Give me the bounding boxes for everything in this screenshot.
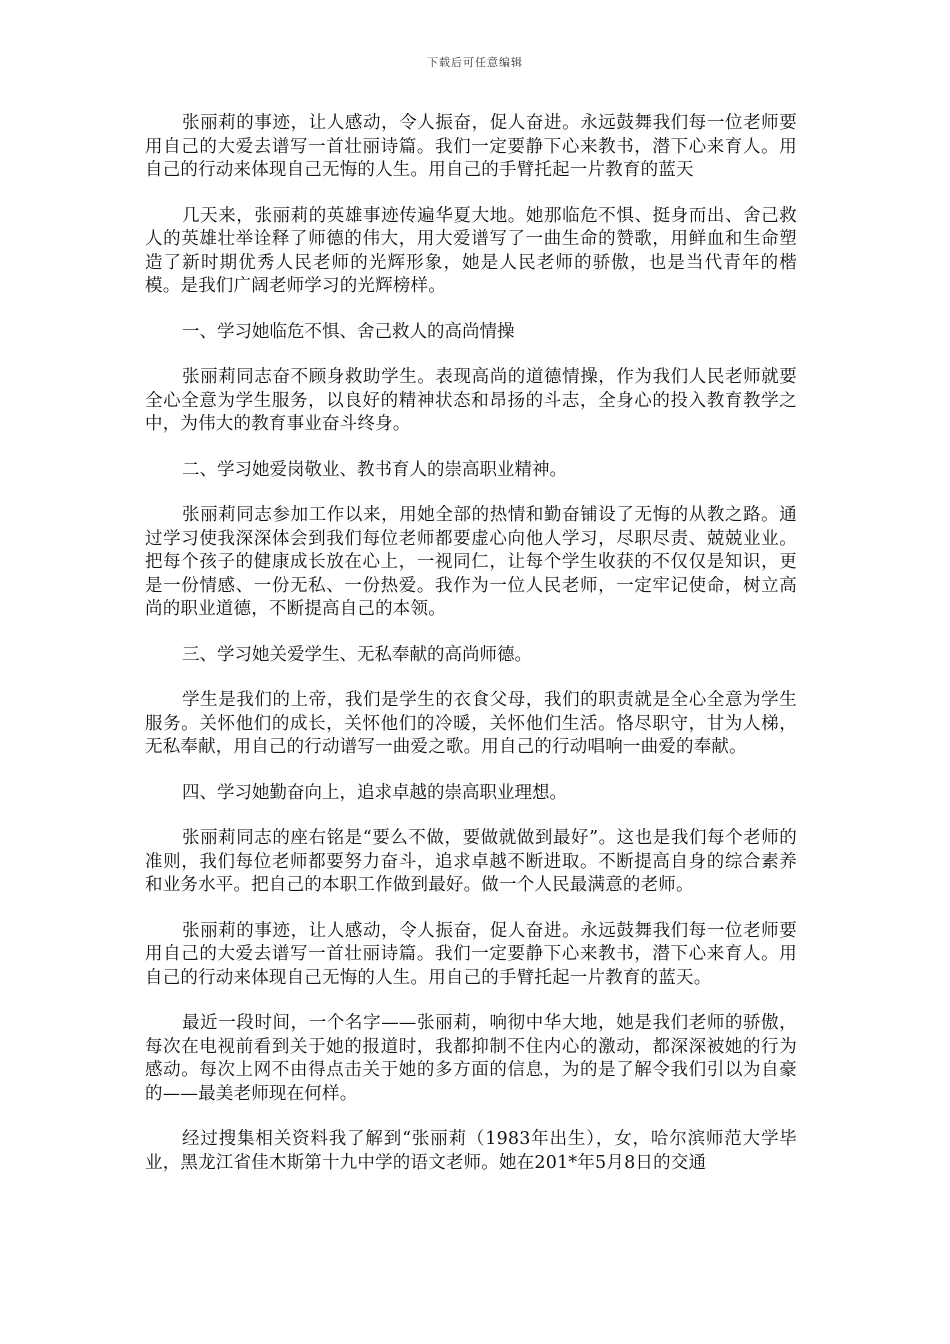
paragraph: 张丽莉同志奋不顾身救助学生。表现高尚的道德情操，作为我们人民老师就要全心全意为学生服务，以良好的精神状态和昂扬的斗志，全身心的投入教育教学之中，为伟大的教育事业奋斗终身。	[145, 367, 797, 434]
paragraph: 张丽莉同志的座右铭是“要么不做，要做就做到最好”。这也是我们每个老师的准则，我们每位老师都要努力奋斗，追求卓越不断进取。不断提高自身的综合素养和业务水平。把自己的本职工作做到最好。做一个人民最满意的老师。	[145, 828, 797, 895]
paragraph: 最近一段时间，一个名字——张丽莉，响彻中华大地，她是我们老师的骄傲，每次在电视前看到关于她的报道时，我都抑制不住内心的激动，都深深被她的行为感动。每次上网不由得点击关于她的多方面的信息，为的是了解令我们引以为自豪的——最美老师现在何样。	[145, 1013, 797, 1104]
paragraph: 张丽莉同志参加工作以来，用她全部的热情和勤奋铺设了无悔的从教之路。通过学习使我深深体会到我们每位老师都要虚心向他人学习，尽职尽责、兢兢业业。把每个孩子的健康成长放在心上，一视同仁，让每个学生收获的不仅仅是知识，更是一份情感、一份无私、一份热爱。我作为一位人民老师，一定牢记使命，树立高尚的职业道德，不断提高自己的本领。	[145, 505, 797, 619]
paragraph: 张丽莉的事迹，让人感动，令人振奋，促人奋进。永远鼓舞我们每一位老师要用自己的大爱去谱写一首壮丽诗篇。我们一定要静下心来教书，潜下心来育人。用自己的行动来体现自己无悔的人生。用自己的手臂托起一片教育的蓝天。	[145, 920, 797, 988]
paragraph: 学生是我们的上帝，我们是学生的衣食父母，我们的职责就是全心全意为学生服务。关怀他们的成长，关怀他们的冷暖，关怀他们生活。恪尽职守，甘为人梯，无私奉献，用自己的行动谱写一曲爱之歌。用自己的行动唱响一曲爱的奉献。	[145, 690, 797, 757]
section-heading: 四、学习她勤奋向上，追求卓越的崇高职业理想。	[182, 782, 567, 803]
paragraph: 张丽莉的事迹，让人感动，令人振奋，促人奋进。永远鼓舞我们每一位老师要用自己的大爱去谱写一首壮丽诗篇。我们一定要静下心来教书，潜下心来育人。用自己的行动来体现自己无悔的人生。用自己的手臂托起一片教育的蓝天	[145, 113, 797, 180]
paragraph: 几天来，张丽莉的英雄事迹传遍华夏大地。她那临危不惧、挺身而出、舍己救人的英雄壮举诠释了师德的伟大，用大爱谱写了一曲生命的赞歌，用鲜血和生命塑造了新时期优秀人民老师的光辉形象，她是人民老师的骄傲，也是当代青年的楷模。是我们广阔老师学习的光辉榜样。	[145, 205, 797, 296]
section-heading: 一、学习她临危不惧、舍己救人的高尚情操	[182, 321, 515, 342]
page-header: 下载后可任意编辑	[427, 56, 523, 69]
section-heading: 二、学习她爱岗敬业、教书育人的崇高职业精神。	[182, 459, 567, 480]
document-body	[145, 112, 797, 1197]
paragraph: 经过搜集相关资料我了解到“张丽莉（1983年出生），女，哈尔滨师范大学毕业，黑龙江省佳木斯第十九中学的语文老师。她在201*年5月8日的交通	[145, 1129, 797, 1173]
section-heading: 三、学习她关爱学生、无私奉献的高尚师德。	[182, 644, 532, 665]
